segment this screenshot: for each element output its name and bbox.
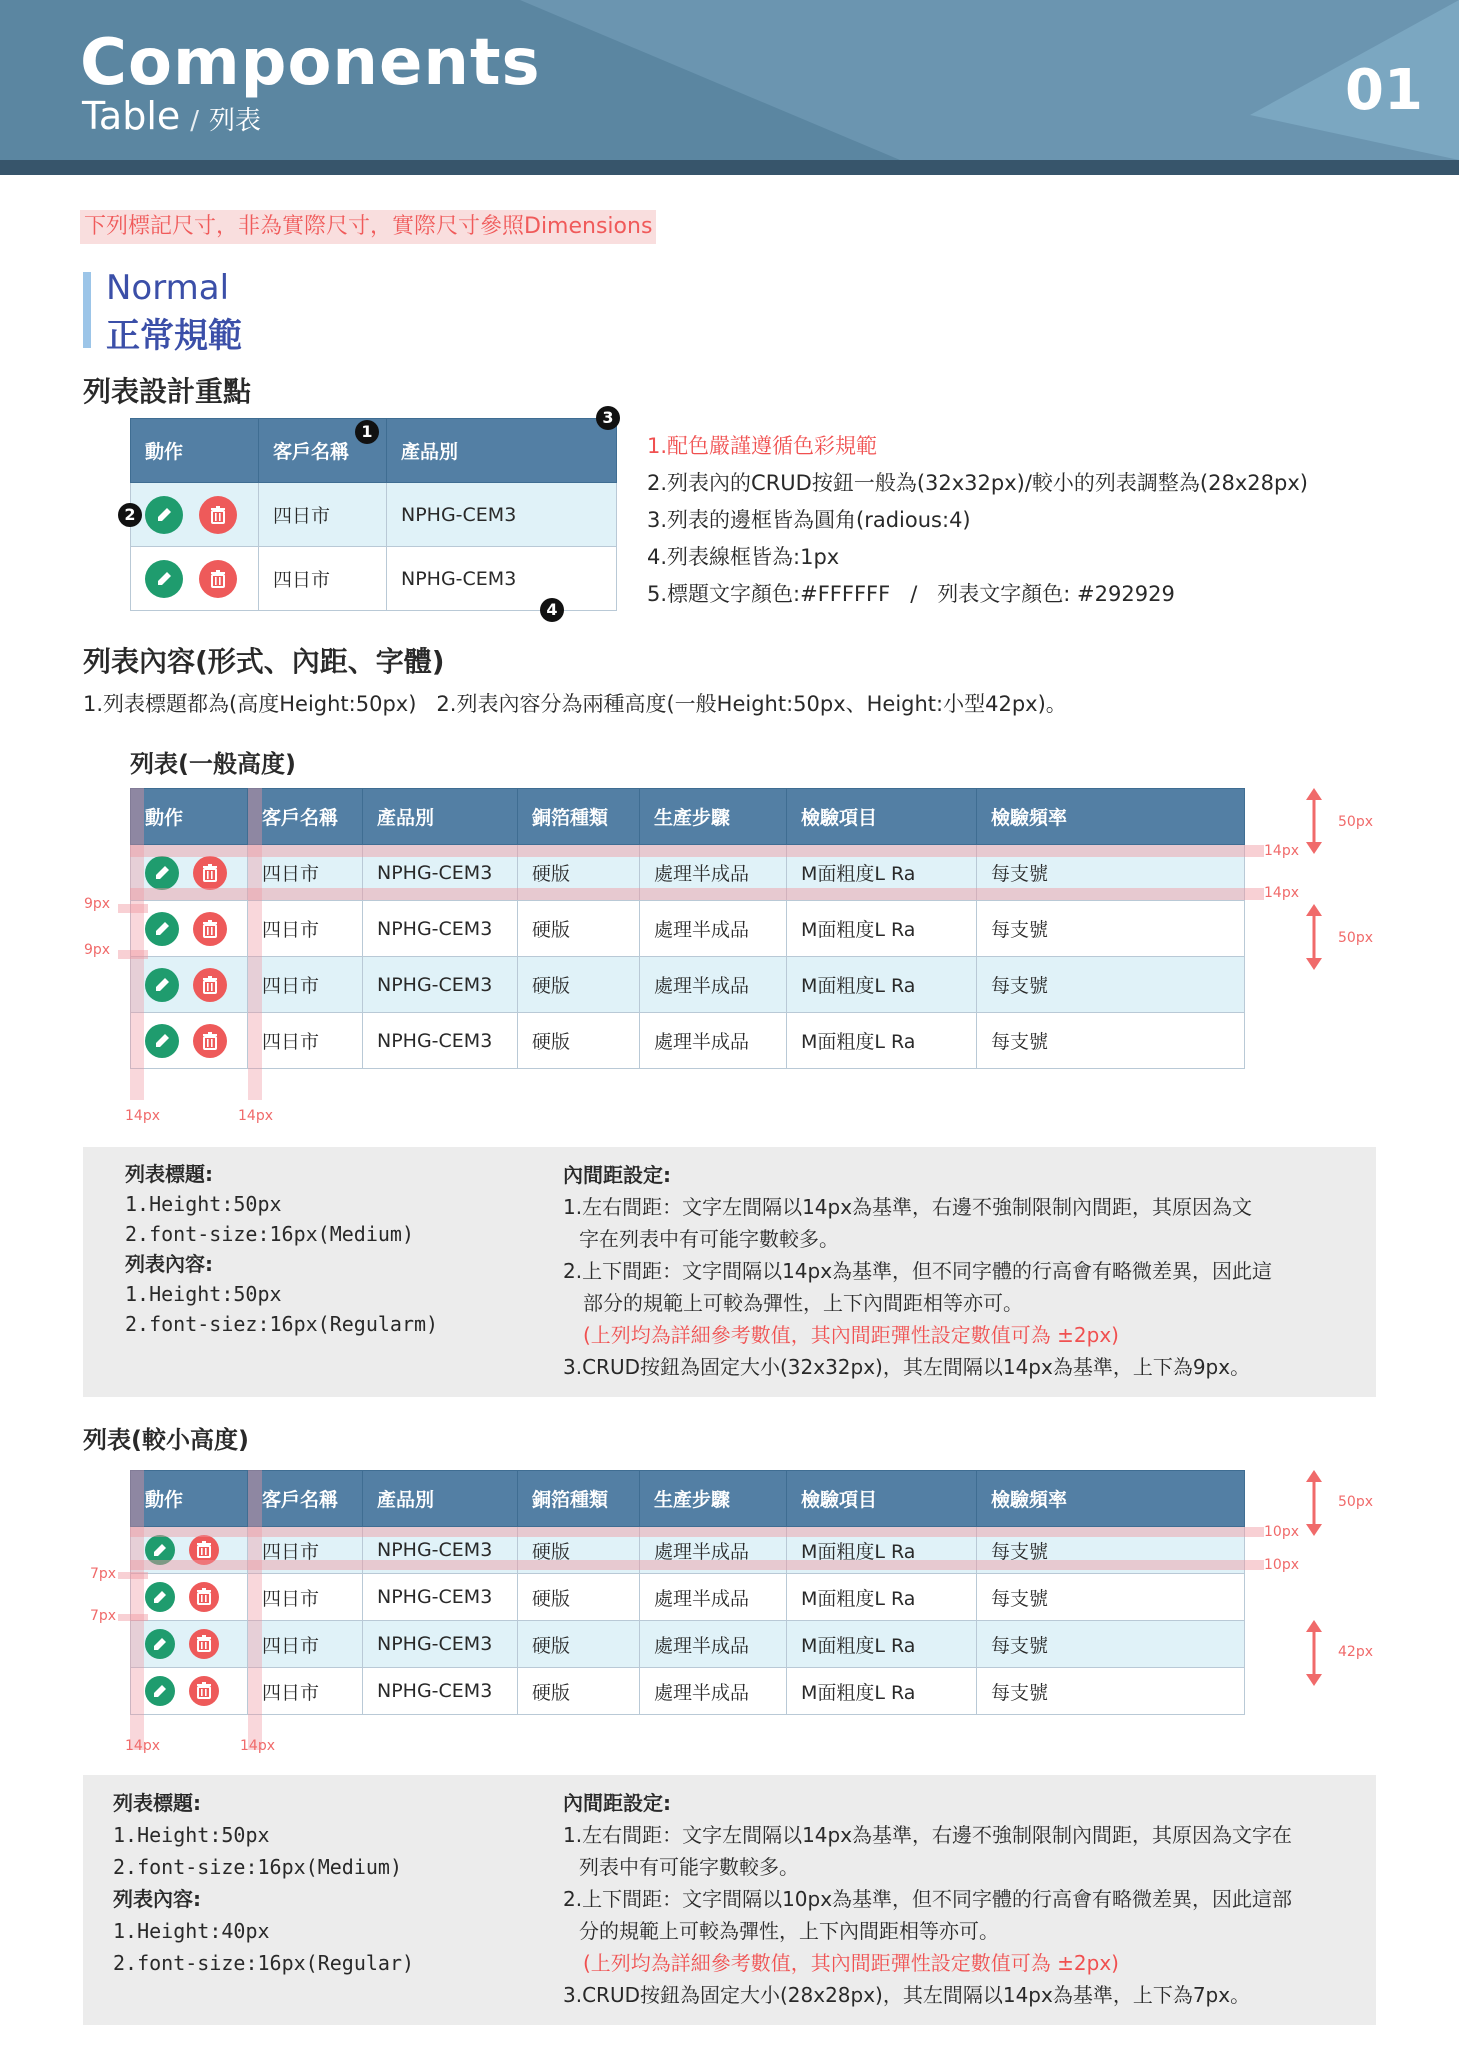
pencil-icon (145, 1024, 179, 1058)
dimension-notice: 下列標記尺寸，非為實際尺寸，實際尺寸參照Dimensions (80, 210, 656, 244)
cell: 四日市 (248, 1668, 363, 1715)
cell: 硬版 (518, 901, 640, 957)
design-note: 2.列表內的CRUD按鈕一般為(32x32px)/較小的列表調整為(28x28px) (647, 471, 1308, 495)
cell: 硬版 (518, 1013, 640, 1069)
action-cell (131, 845, 248, 901)
trash-icon (199, 496, 237, 534)
dim-label: 7px (90, 1608, 117, 1624)
badge-4: 4 (540, 598, 564, 622)
normal-notes-left (125, 1159, 438, 1339)
cell: NPHG-CEM3 (363, 1013, 518, 1069)
dim-label: 14px (1264, 885, 1299, 901)
cell: 每支號 (977, 845, 1245, 901)
notes-line: 1.Height:50px (113, 1823, 270, 1847)
action-cell (131, 547, 259, 611)
cell: 四日市 (248, 1574, 363, 1621)
dim-label: 14px (238, 1108, 273, 1124)
dim-label: 9px (84, 942, 111, 958)
edit-button[interactable] (145, 1676, 175, 1706)
action-cell (131, 1574, 248, 1621)
action-cell (131, 1013, 248, 1069)
notes-line: (上列均為詳細參考數值，其內間距彈性設定數值可為 ±2px) (583, 1951, 1119, 1975)
cell: M面粗度L Ra (787, 1621, 977, 1668)
height-arrow-icon (1302, 1468, 1326, 1538)
header-cell: 檢驗項目 (787, 789, 977, 845)
header-cell: 生產步驟 (640, 1471, 787, 1527)
cell: 四日市 (248, 845, 363, 901)
cell: M面粗度L Ra (787, 901, 977, 957)
cell: 每支號 (977, 1668, 1245, 1715)
section-title-zh: 正常規範 (106, 316, 242, 356)
cell: 處理半成品 (640, 1668, 787, 1715)
cell: 四日市 (248, 1621, 363, 1668)
edit-button[interactable] (145, 856, 179, 890)
dim-label: 42px (1338, 1644, 1373, 1660)
cell: 每支號 (977, 1574, 1245, 1621)
badge-1: 1 (355, 420, 379, 444)
notes-line: 分的規範上可較為彈性，上下內間距相等亦可。 (579, 1919, 999, 1943)
product-cell: NPHG-CEM3 (387, 483, 617, 547)
pencil-icon (145, 912, 179, 946)
cell: 四日市 (248, 957, 363, 1013)
trash-icon (193, 968, 227, 1002)
delete-button[interactable] (189, 1582, 219, 1612)
delete-button[interactable] (189, 1535, 219, 1565)
cell: 四日市 (248, 901, 363, 957)
pencil-icon (145, 1582, 175, 1612)
pencil-icon (145, 560, 183, 598)
design-notes (647, 428, 1308, 613)
cell: 硬版 (518, 1621, 640, 1668)
notes-line: 1.Height:40px (113, 1919, 270, 1943)
trash-icon (189, 1535, 219, 1565)
cell: M面粗度L Ra (787, 1574, 977, 1621)
notes-line: 2.上下間距：文字間隔以14px為基準，但不同字體的行高會有略微差異，因此這 (563, 1259, 1273, 1283)
height-arrow-icon (1302, 902, 1326, 972)
delete-button[interactable] (189, 1629, 219, 1659)
dim-label: 9px (84, 896, 111, 912)
cell: 處理半成品 (640, 1574, 787, 1621)
action-cell (131, 483, 259, 547)
notes-title: 列表內容: (125, 1252, 213, 1276)
design-note: 3.列表的邊框皆為圓角(radious:4) (647, 508, 971, 532)
cell: M面粗度L Ra (787, 845, 977, 901)
dim-label: 10px (1264, 1557, 1299, 1573)
notes-line: 1.Height:50px (125, 1282, 282, 1306)
small-notes-right (563, 1787, 1292, 2011)
notes-title: 內間距設定: (563, 1791, 671, 1815)
cell: M面粗度L Ra (787, 1013, 977, 1069)
notes-line: 2.font-size:16px(Medium) (113, 1855, 402, 1879)
edit-button[interactable] (145, 496, 183, 534)
table-row (131, 1668, 1245, 1715)
cell: 每支號 (977, 1527, 1245, 1574)
header-cell: 客戶名稱 (259, 419, 387, 483)
notes-line: 1.左右間距：文字左間隔以14px為基準，右邊不強制限制內間距，其原因為文 (563, 1195, 1253, 1219)
design-points-heading: 列表設計重點 (83, 375, 252, 408)
dim-label: 50px (1338, 814, 1373, 830)
dim-label: 10px (1264, 1524, 1299, 1540)
table-row (131, 957, 1245, 1013)
cell: 處理半成品 (640, 1013, 787, 1069)
table-row (131, 1621, 1245, 1668)
cell: 硬版 (518, 1574, 640, 1621)
header-cell: 檢驗頻率 (977, 1471, 1245, 1527)
customer-cell: 四日市 (259, 547, 387, 611)
notes-title: 列表標題: (125, 1162, 213, 1186)
content-spec-desc: 1.列表標題都為(高度Height:50px) 2.列表內容分為兩種高度(一般Height:50px、Height:小型42px)。 (83, 692, 1067, 716)
small-notes-box (83, 1775, 1376, 2025)
dim-label: 50px (1338, 1494, 1373, 1510)
small-notes-left (113, 1787, 414, 1979)
dim-label: 14px (240, 1738, 275, 1754)
notes-title: 列表標題: (113, 1791, 201, 1815)
notes-line: 3.CRUD按鈕為固定大小(32x32px)，其左間隔以14px為基準，上下為9px。 (563, 1355, 1251, 1379)
trash-icon (199, 560, 237, 598)
header-cell: 檢驗頻率 (977, 789, 1245, 845)
edit-button[interactable] (145, 1582, 175, 1612)
section-accent-bar (83, 272, 91, 348)
pencil-icon (145, 968, 179, 1002)
notes-line: 3.CRUD按鈕為固定大小(28x28px)，其左間隔以14px為基準，上下為7px。 (563, 1983, 1251, 2007)
design-note: 1.配色嚴謹遵循色彩規範 (647, 434, 878, 458)
cell: 處理半成品 (640, 901, 787, 957)
edit-button[interactable] (145, 1629, 175, 1659)
dim-label: 14px (125, 1108, 160, 1124)
header-cell: 動作 (131, 419, 259, 483)
edit-button[interactable] (145, 912, 179, 946)
cell: 四日市 (248, 1527, 363, 1574)
pencil-icon (145, 1535, 175, 1565)
delete-button[interactable] (193, 968, 227, 1002)
dim-label: 7px (90, 1566, 117, 1582)
cell: 四日市 (248, 1013, 363, 1069)
header-cell: 銅箔種類 (518, 789, 640, 845)
header-cell: 產品別 (387, 419, 617, 483)
dim-label: 14px (125, 1738, 160, 1754)
edit-button[interactable] (145, 1024, 179, 1058)
delete-button[interactable] (193, 856, 227, 890)
notes-line: 部分的規範上可較為彈性，上下內間距相等亦可。 (583, 1291, 1023, 1315)
cell: NPHG-CEM3 (363, 1668, 518, 1715)
pencil-icon (145, 496, 183, 534)
delete-button[interactable] (193, 1024, 227, 1058)
notes-title: 列表內容: (113, 1887, 201, 1911)
edit-button[interactable] (145, 560, 183, 598)
normal-height-table (130, 788, 1245, 1069)
action-cell (131, 1668, 248, 1715)
dim-label: 50px (1338, 930, 1373, 946)
pencil-icon (145, 1676, 175, 1706)
action-cell (131, 957, 248, 1013)
cell: 處理半成品 (640, 1527, 787, 1574)
cell: NPHG-CEM3 (363, 957, 518, 1013)
notes-line: 1.左右間距：文字左間隔以14px為基準，右邊不強制限制內間距，其原因為文字在 (563, 1823, 1293, 1847)
table-row (131, 901, 1245, 957)
notes-line: 2.font-size:16px(Medium) (125, 1222, 414, 1246)
small-height-table (130, 1470, 1245, 1715)
notes-title: 內間距設定: (563, 1163, 671, 1187)
cell: 每支號 (977, 901, 1245, 957)
header-cell: 檢驗項目 (787, 1471, 977, 1527)
cell: NPHG-CEM3 (363, 845, 518, 901)
content-spec-heading: 列表內容(形式、內距、字體) (83, 645, 445, 678)
pencil-icon (145, 856, 179, 890)
notes-line: 2.font-size:16px(Regular) (113, 1951, 415, 1975)
edit-button[interactable] (145, 1535, 175, 1565)
notes-line: (上列均為詳細參考數值，其內間距彈性設定數值可為 ±2px) (583, 1323, 1119, 1347)
page-number: 01 (1345, 58, 1423, 123)
notes-line: 1.Height:50px (125, 1192, 282, 1216)
cell: 處理半成品 (640, 1621, 787, 1668)
cell: M面粗度L Ra (787, 1668, 977, 1715)
header-cell: 客戶名稱 (248, 1471, 363, 1527)
trash-icon (193, 912, 227, 946)
table-row (131, 845, 1245, 901)
cell: NPHG-CEM3 (363, 1527, 518, 1574)
header-cell: 動作 (131, 1471, 248, 1527)
cell: 硬版 (518, 845, 640, 901)
header-cell: 產品別 (363, 1471, 518, 1527)
header-cell: 銅箔種類 (518, 1471, 640, 1527)
cell: 每支號 (977, 957, 1245, 1013)
edit-button[interactable] (145, 968, 179, 1002)
cell: M面粗度L Ra (787, 1527, 977, 1574)
cell: 處理半成品 (640, 957, 787, 1013)
trash-icon (189, 1629, 219, 1659)
delete-button[interactable] (189, 1676, 219, 1706)
notes-line: 2.上下間距：文字間隔以10px為基準，但不同字體的行高會有略微差異，因此這部 (563, 1887, 1293, 1911)
action-cell (131, 1527, 248, 1574)
delete-button[interactable] (193, 912, 227, 946)
action-cell (131, 1621, 248, 1668)
design-points-table (130, 418, 617, 611)
cell: NPHG-CEM3 (363, 1621, 518, 1668)
cell: 處理半成品 (640, 845, 787, 901)
design-note: 5.標題文字顏色:#FFFFFF / 列表文字顏色: #292929 (647, 582, 1175, 606)
page-title: Components (80, 26, 541, 100)
header-cell: 客戶名稱 (248, 789, 363, 845)
height-arrow-icon (1302, 1618, 1326, 1688)
cell: NPHG-CEM3 (363, 901, 518, 957)
design-note: 4.列表線框皆為:1px (647, 545, 840, 569)
delete-button[interactable] (199, 496, 237, 534)
header-cell: 生產步驟 (640, 789, 787, 845)
header-cell: 產品別 (363, 789, 518, 845)
notes-line: 列表中有可能字數較多。 (579, 1855, 799, 1879)
cell: 硬版 (518, 957, 640, 1013)
pencil-icon (145, 1629, 175, 1659)
badge-2: 2 (118, 503, 142, 527)
page-subtitle: Table / 列表 (82, 94, 262, 138)
cell: 硬版 (518, 1668, 640, 1715)
delete-button[interactable] (199, 560, 237, 598)
cell: 每支號 (977, 1621, 1245, 1668)
badge-3: 3 (596, 406, 620, 430)
page-header (0, 0, 1459, 175)
cell: 硬版 (518, 1527, 640, 1574)
cell: 每支號 (977, 1013, 1245, 1069)
section-title-en: Normal (106, 268, 230, 308)
customer-cell: 四日市 (259, 483, 387, 547)
trash-icon (189, 1582, 219, 1612)
height-arrow-icon (1302, 786, 1326, 856)
dim-label: 14px (1264, 843, 1299, 859)
trash-icon (189, 1676, 219, 1706)
trash-icon (193, 856, 227, 890)
small-table-heading: 列表(較小高度) (83, 1426, 249, 1454)
product-cell: NPHG-CEM3 (387, 547, 617, 611)
cell: M面粗度L Ra (787, 957, 977, 1013)
header-cell: 動作 (131, 789, 248, 845)
notes-line: 2.font-siez:16px(Regularm) (125, 1312, 439, 1336)
notes-line: 字在列表中有可能字數較多。 (579, 1227, 839, 1251)
table-row (131, 1013, 1245, 1069)
normal-notes-right (563, 1159, 1272, 1383)
normal-table-heading: 列表(一般高度) (130, 750, 296, 778)
table-row (131, 483, 617, 547)
action-cell (131, 901, 248, 957)
normal-notes-box (83, 1147, 1376, 1397)
table-row (131, 1574, 1245, 1621)
trash-icon (193, 1024, 227, 1058)
table-row (131, 1527, 1245, 1574)
cell: NPHG-CEM3 (363, 1574, 518, 1621)
